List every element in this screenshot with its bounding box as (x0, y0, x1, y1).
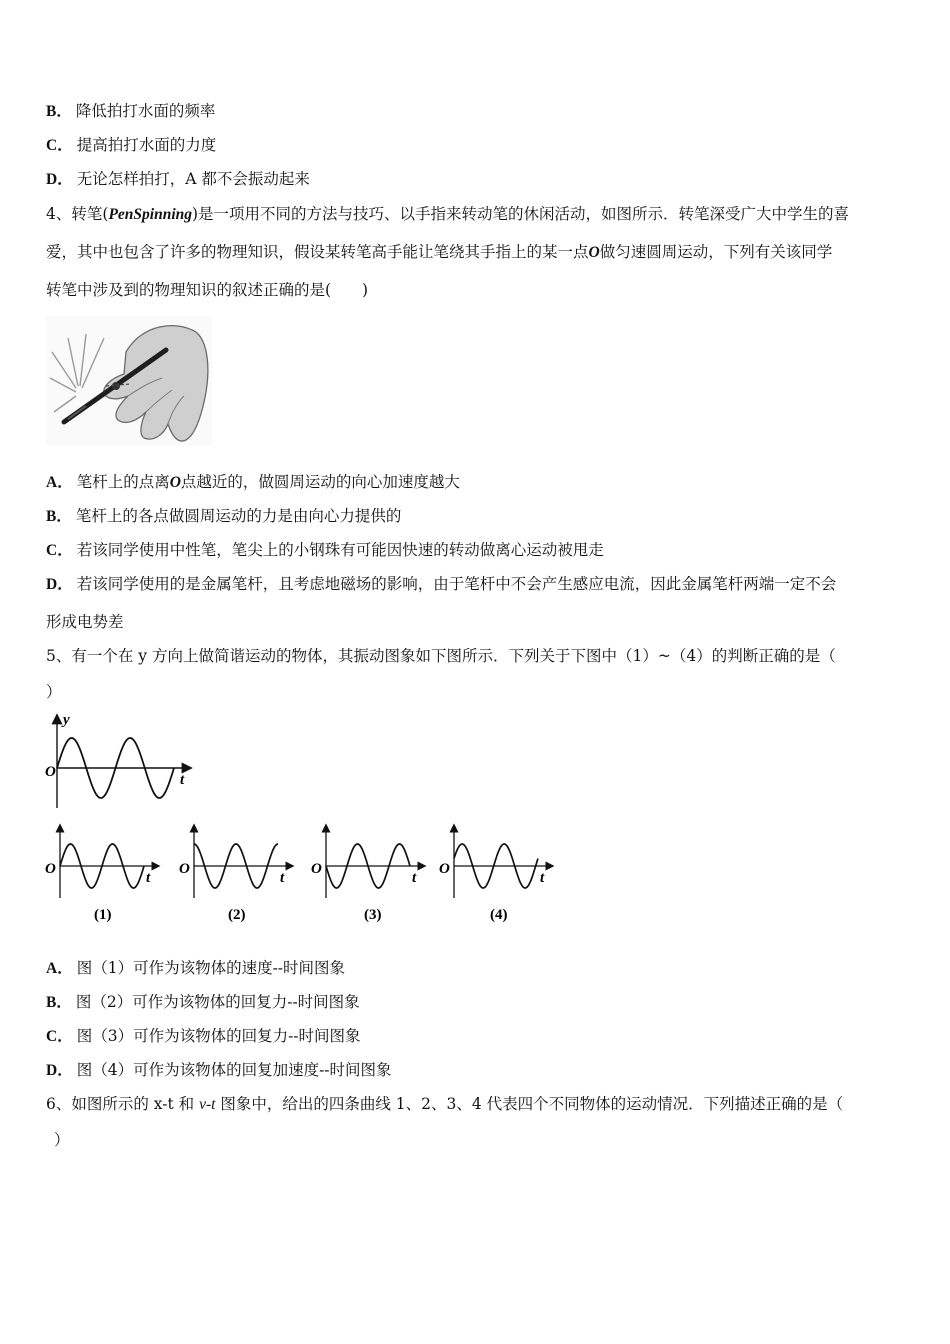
option-text: 笔杆上的各点做圆周运动的力是由向心力提供的 (75, 507, 402, 525)
pen-spinning-term: PenSpinning (108, 206, 192, 223)
graph-caption: (1) (94, 907, 112, 923)
q4-option-d (46, 574, 836, 595)
q5-option-c (46, 1026, 361, 1047)
origin-label: O (179, 861, 190, 877)
q4-option-d-continued (46, 612, 124, 632)
t-axis-label: t (412, 870, 417, 886)
vt-term: v-t (199, 1096, 216, 1113)
option-text: 提高拍打水面的力度 (76, 136, 217, 154)
origin-label: O (439, 861, 450, 877)
q5-text: ） (46, 683, 62, 701)
q4-stem-line-3 (46, 280, 368, 300)
option-text: 降低拍打水面的频率 (75, 102, 216, 120)
point-o: O (588, 244, 600, 261)
point-o: O (169, 474, 181, 491)
option-text: 笔杆上的点离 (76, 473, 170, 491)
option-label: C． (46, 137, 73, 154)
pen-spinning-hand-icon (46, 316, 212, 446)
option-label: A． (46, 960, 73, 977)
t-axis-label: t (146, 870, 151, 886)
q3-option-d (46, 169, 310, 190)
option-label: A． (46, 474, 73, 491)
q5-stem-line-1 (46, 646, 836, 666)
q4-text: 爱，其中也包含了许多的物理知识，假设某转笔高手能让笔绕其手指上的某一点 (46, 243, 589, 261)
q4-stem-line-2 (46, 242, 832, 263)
graph-1 (45, 826, 158, 923)
option-text: 形成电势差 (46, 613, 124, 631)
option-text: 图（1）可作为该物体的速度--时间图象 (76, 959, 346, 977)
option-text: 点越近的，做圆周运动的向心加速度越大 (180, 473, 460, 491)
q6-text: 图象中，给出的四条曲线 1、2、3、4 代表四个不同物体的运动情况．下列描述正确的是（ (215, 1095, 844, 1113)
option-label: D． (46, 171, 73, 188)
option-text: 无论怎样拍打，A 都不会振动起来 (76, 170, 310, 188)
q4-text: )是一项用不同的方法与技巧、以手指来转动笔的休闲活动，如图所示．转笔深受广大中学生的喜 (192, 205, 850, 223)
option-label: D． (46, 576, 73, 593)
origin-label: O (45, 764, 56, 780)
origin-label: O (311, 861, 322, 877)
option-label: B． (46, 103, 72, 120)
option-text: 图（4）可作为该物体的回复加速度--时间图象 (76, 1061, 392, 1079)
option-text: 若该同学使用的是金属笔杆，且考虑地磁场的影响，由于笔杆中不会产生感应电流，因此金属笔杆两端一定不会 (76, 575, 837, 593)
q3-option-b (46, 101, 215, 122)
graph-2 (179, 826, 292, 923)
graph-caption: (2) (228, 907, 246, 923)
graph-caption: (4) (490, 907, 508, 923)
origin-label: O (45, 861, 56, 877)
question-number: 4、 (46, 205, 72, 223)
q4-text: 转笔中涉及到的物理知识的叙述正确的是( ) (46, 281, 369, 299)
q4-option-b (46, 506, 401, 527)
q6-text: ） (54, 1131, 70, 1149)
option-text: 若该同学使用中性笔，笔尖上的小钢珠有可能因快速的转动做离心运动被甩走 (76, 541, 604, 559)
t-axis-label: t (540, 870, 545, 886)
q5-option-b (46, 992, 360, 1013)
q5-option-d (46, 1060, 392, 1081)
y-axis-label: y (63, 712, 70, 728)
q5-option-a (46, 958, 345, 979)
graph-4 (439, 826, 552, 923)
q5-stem-line-2 (46, 682, 62, 702)
option-label: C． (46, 1028, 73, 1045)
q4-text: 转笔( (71, 205, 109, 223)
option-label: D． (46, 1062, 73, 1079)
q6-stem-line-2 (54, 1130, 70, 1150)
q5-text: 有一个在 y 方向上做简谐运动的物体，其振动图象如下图所示．下列关于下图中（1）~（4）的判断正确的是（ (71, 647, 836, 665)
q3-option-c (46, 135, 216, 156)
q4-option-c (46, 540, 604, 561)
q4-stem-line-1 (46, 204, 849, 225)
option-label: C． (46, 542, 73, 559)
q6-text: 如图所示的 x-t 和 (71, 1095, 200, 1113)
t-axis-label: t (180, 772, 185, 788)
option-label: B． (46, 994, 72, 1011)
graph-3 (311, 826, 424, 923)
option-text: 图（3）可作为该物体的回复力--时间图象 (76, 1027, 361, 1045)
option-label: B． (46, 508, 72, 525)
option-text: 图（2）可作为该物体的回复力--时间图象 (75, 993, 360, 1011)
question-number: 5、 (46, 647, 72, 665)
q4-text: 做匀速圆周运动，下列有关该同学 (599, 243, 833, 261)
t-axis-label: t (280, 870, 285, 886)
q5-main-graph (44, 712, 196, 812)
q4-option-a (46, 472, 460, 493)
q6-stem-line-1 (46, 1094, 843, 1115)
graph-caption: (3) (364, 907, 382, 923)
q5-small-graphs (44, 820, 554, 930)
question-number: 6、 (46, 1095, 72, 1113)
